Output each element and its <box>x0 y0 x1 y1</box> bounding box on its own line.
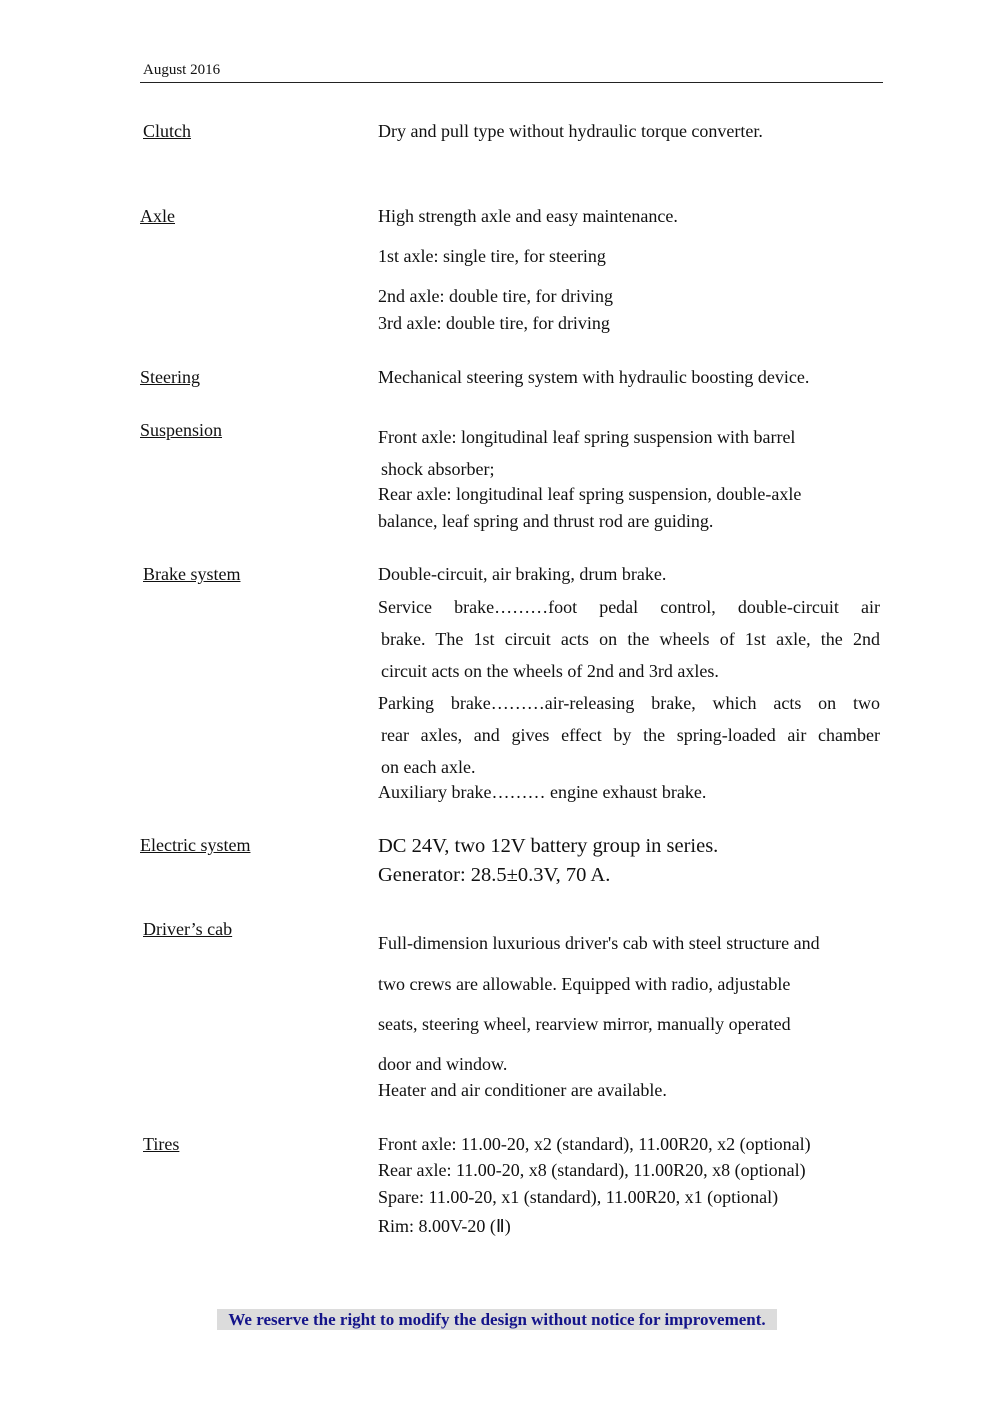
suspension-line: balance, leaf spring and thrust rod are guiding. <box>378 511 714 531</box>
suspension-line: Rear axle: longitudinal leaf spring suspension, double-axle <box>378 484 802 504</box>
brake-line: Parking brake………air-releasing brake, which acts on two <box>378 693 880 713</box>
label-clutch: Clutch <box>143 121 191 141</box>
cab-line: two crews are allowable. Equipped with radio, adjustable <box>378 974 791 994</box>
label-tires: Tires <box>143 1134 180 1154</box>
axle-line: 1st axle: single tire, for steering <box>378 246 606 266</box>
label-brake-system: Brake system <box>143 564 241 584</box>
brake-line: rear axles, and gives effect by the spring-loaded air chamber <box>381 725 880 745</box>
header-rule <box>140 82 883 83</box>
label-drivers-cab: Driver’s cab <box>143 919 233 939</box>
suspension-line: shock absorber; <box>381 459 495 479</box>
tires-line: Spare: 11.00-20, x1 (standard), 11.00R20, x1 (optional) <box>378 1187 779 1207</box>
tires-line: Rim: 8.00V-20 (Ⅱ) <box>378 1216 511 1236</box>
label-steering: Steering <box>140 367 200 387</box>
axle-line: 2nd axle: double tire, for driving <box>378 286 613 306</box>
header-date: August 2016 <box>143 62 221 78</box>
axle-line: High strength axle and easy maintenance. <box>378 206 678 226</box>
footer-notice: We reserve the right to modify the design without notice for improvement. <box>217 1309 777 1330</box>
label-axle: Axle <box>140 206 175 226</box>
electric-line: DC 24V, two 12V battery group in series. <box>378 835 719 857</box>
tires-line: Front axle: 11.00-20, x2 (standard), 11.00R20, x2 (optional) <box>378 1134 811 1154</box>
suspension-line: Front axle: longitudinal leaf spring suspension with barrel <box>378 427 796 447</box>
axle-line: 3rd axle: double tire, for driving <box>378 313 610 333</box>
label-suspension: Suspension <box>140 420 223 440</box>
electric-line: Generator: 28.5±0.3V, 70 A. <box>378 864 611 886</box>
label-electric-system: Electric system <box>140 835 251 855</box>
brake-line: brake. The 1st circuit acts on the wheels of 1st axle, the 2nd <box>381 629 880 649</box>
brake-line: Service brake………foot pedal control, double-circuit air <box>378 597 880 617</box>
brake-line: Double-circuit, air braking, drum brake. <box>378 564 667 584</box>
cab-line: Heater and air conditioner are available. <box>378 1080 667 1100</box>
brake-line: on each axle. <box>381 757 476 777</box>
steering-line: Mechanical steering system with hydraulic boosting device. <box>378 367 810 387</box>
clutch-line: Dry and pull type without hydraulic torque converter. <box>378 121 763 141</box>
brake-line: Auxiliary brake……… engine exhaust brake. <box>378 782 707 802</box>
cab-line: seats, steering wheel, rearview mirror, manually operated <box>378 1014 791 1034</box>
cab-line: Full-dimension luxurious driver's cab with steel structure and <box>378 933 820 953</box>
brake-line: circuit acts on the wheels of 2nd and 3rd axles. <box>381 661 719 681</box>
tires-line: Rear axle: 11.00-20, x8 (standard), 11.00R20, x8 (optional) <box>378 1160 806 1180</box>
cab-line: door and window. <box>378 1054 508 1074</box>
